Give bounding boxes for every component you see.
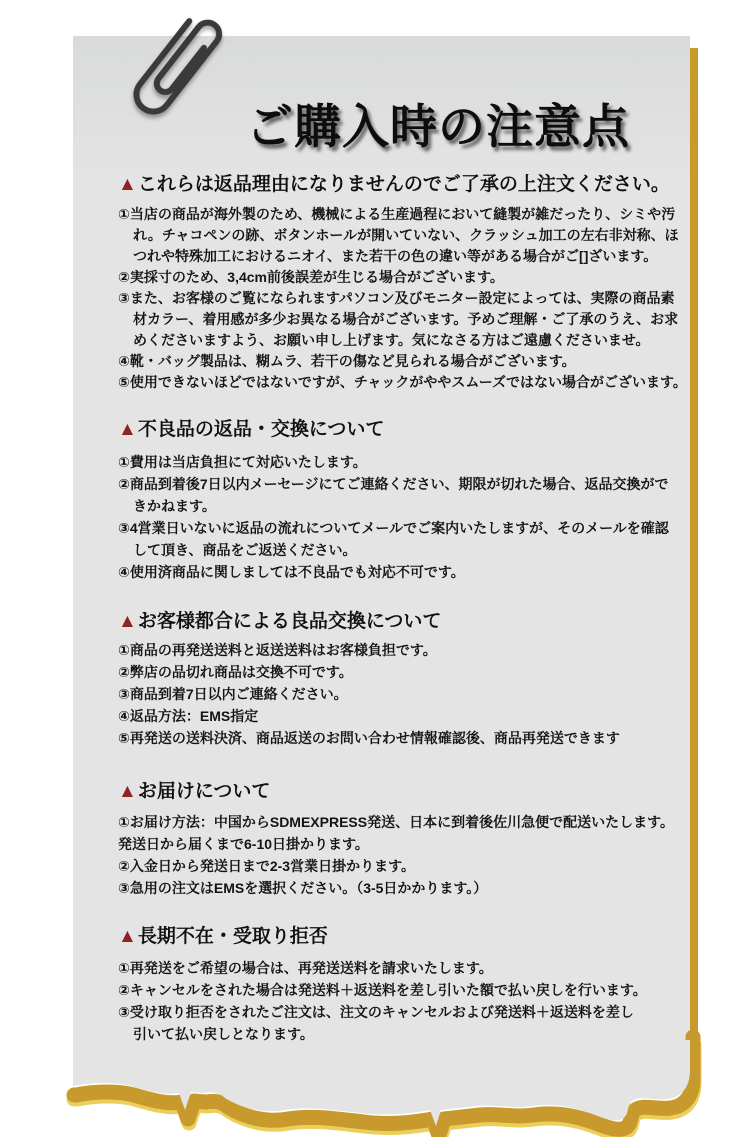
section-heading	[118, 779, 676, 805]
notice-section	[118, 609, 676, 749]
notice-section	[118, 924, 676, 1045]
section-body	[118, 811, 676, 899]
notice-line: ②弊店の品切れ商品は交換不可です。	[118, 664, 353, 680]
notice-line: ④使用済商品に関しましては不良品でも対応不可です。	[118, 564, 465, 580]
section-body	[118, 957, 676, 1045]
notice-line: 発送日から届くまで6-10日掛かります。	[118, 836, 369, 852]
notice-line: ②入金日から発送日まで2-3営業日掛かります。	[118, 858, 415, 874]
warning-triangle-icon: ▲	[118, 174, 137, 195]
notice-section	[118, 172, 687, 393]
torn-edge	[73, 1040, 698, 1137]
notice-line: ①費用は当店負担にて対応いたします。	[118, 454, 367, 470]
section-heading-text: 長期不在・受取り拒否	[137, 926, 328, 947]
notice-line: ②商品到着後7日以内メーセージにてご連絡ください、期限が切れた場合、返品交換がで	[118, 476, 669, 492]
notice-line: ①再発送をご希望の場合は、再発送送料を請求いたします。	[118, 960, 493, 976]
section-heading-text: これらは返品理由になりませんのでご了承の上注文ください。	[137, 174, 670, 195]
content	[73, 101, 690, 1045]
page-title: ご購入時の注意点	[246, 100, 630, 153]
notice-line: れ。チャコペンの跡、ボタンホールが開いていない、クラッシュ加工の左右非対称、ほ	[133, 227, 679, 243]
notice-line: 引いて払い戻しとなります。	[133, 1026, 314, 1042]
section-heading	[118, 609, 676, 635]
notice-section	[118, 417, 676, 583]
notice-line: ③4営業日いないに返品の流れについてメールでご案内いたしますが、そのメールを確認	[118, 520, 669, 536]
warning-triangle-icon: ▲	[118, 781, 137, 802]
notice-line: ③商品到着7日以内ご連絡ください。	[118, 686, 348, 702]
section-heading-text: 不良品の返品・交換について	[137, 419, 385, 440]
notice-section	[118, 779, 676, 899]
paper	[73, 36, 690, 1040]
notice-line: ①商品の再発送送料と返送送料はお客様負担です。	[118, 642, 437, 658]
warning-triangle-icon: ▲	[118, 611, 137, 632]
warning-triangle-icon: ▲	[118, 926, 137, 947]
notice-line: して頂き、商品をご返送ください。	[133, 542, 357, 558]
notice-line: ②キャンセルをされた場合は発送料＋返送料を差し引いた額で払い戻しを行います。	[118, 982, 647, 998]
section-heading	[118, 924, 676, 950]
gold-right-edge	[690, 48, 698, 1040]
notice-line: ④返品方法：EMS指定	[118, 708, 259, 724]
section-body	[118, 204, 687, 393]
section-heading	[118, 172, 676, 198]
notice-line: ①お届け方法：中国からSDMEXPRESS発送、日本に到着後佐川急便で配送いたします。	[118, 814, 674, 830]
notice-line: つれや特殊加工におけるニオイ、また若干の色の違い等がある場合がご[]ざいます。	[133, 248, 658, 264]
notice-line: ③また、お客様のご覧になられますパソコン及びモニター設定によっては、実際の商品素	[118, 290, 675, 306]
paperclip-icon	[108, 0, 242, 140]
notice-line: ④靴・バッグ製品は、糊ムラ、若干の傷など見られる場合がございます。	[118, 353, 576, 369]
section-heading-text: お客様都合による良品交換について	[137, 611, 442, 632]
section-heading-text: お届けについて	[137, 781, 271, 802]
notice-line: きかねます。	[133, 498, 216, 514]
section-body	[118, 451, 676, 583]
notice-line: めくださいますよう、お願い申し上げます。気になさる方はご遠慮くださいませ。	[133, 332, 650, 348]
notice-line: 材カラー、着用感が多少お異なる場合がございます。予めご理解・ご了承のうえ、お求	[133, 311, 679, 327]
section-body	[118, 639, 676, 749]
warning-triangle-icon: ▲	[118, 419, 137, 440]
notice-line: ③急用の注文はEMSを選択ください。（3-5日かかります。）	[118, 880, 488, 896]
notice-line: ③受け取り拒否をされたご注文は、注文のキャンセルおよび発送料＋返送料を差し	[118, 1004, 634, 1020]
section-heading	[118, 417, 676, 443]
notice-line: ①当店の商品が海外製のため、機械による生産過程において縫製が雑だったり、シミや汚	[118, 206, 676, 222]
notice-line: ⑤再発送の送料決済、商品返送のお問い合わせ情報確認後、商品再発送できます	[118, 730, 620, 746]
notice-line: ⑤使用できないほどではないですが、チャックがややスムーズではない場合がございます。	[118, 374, 687, 390]
notice-line: ②実採寸のため、3,4cm前後誤差が生じる場合がございます。	[118, 269, 504, 285]
